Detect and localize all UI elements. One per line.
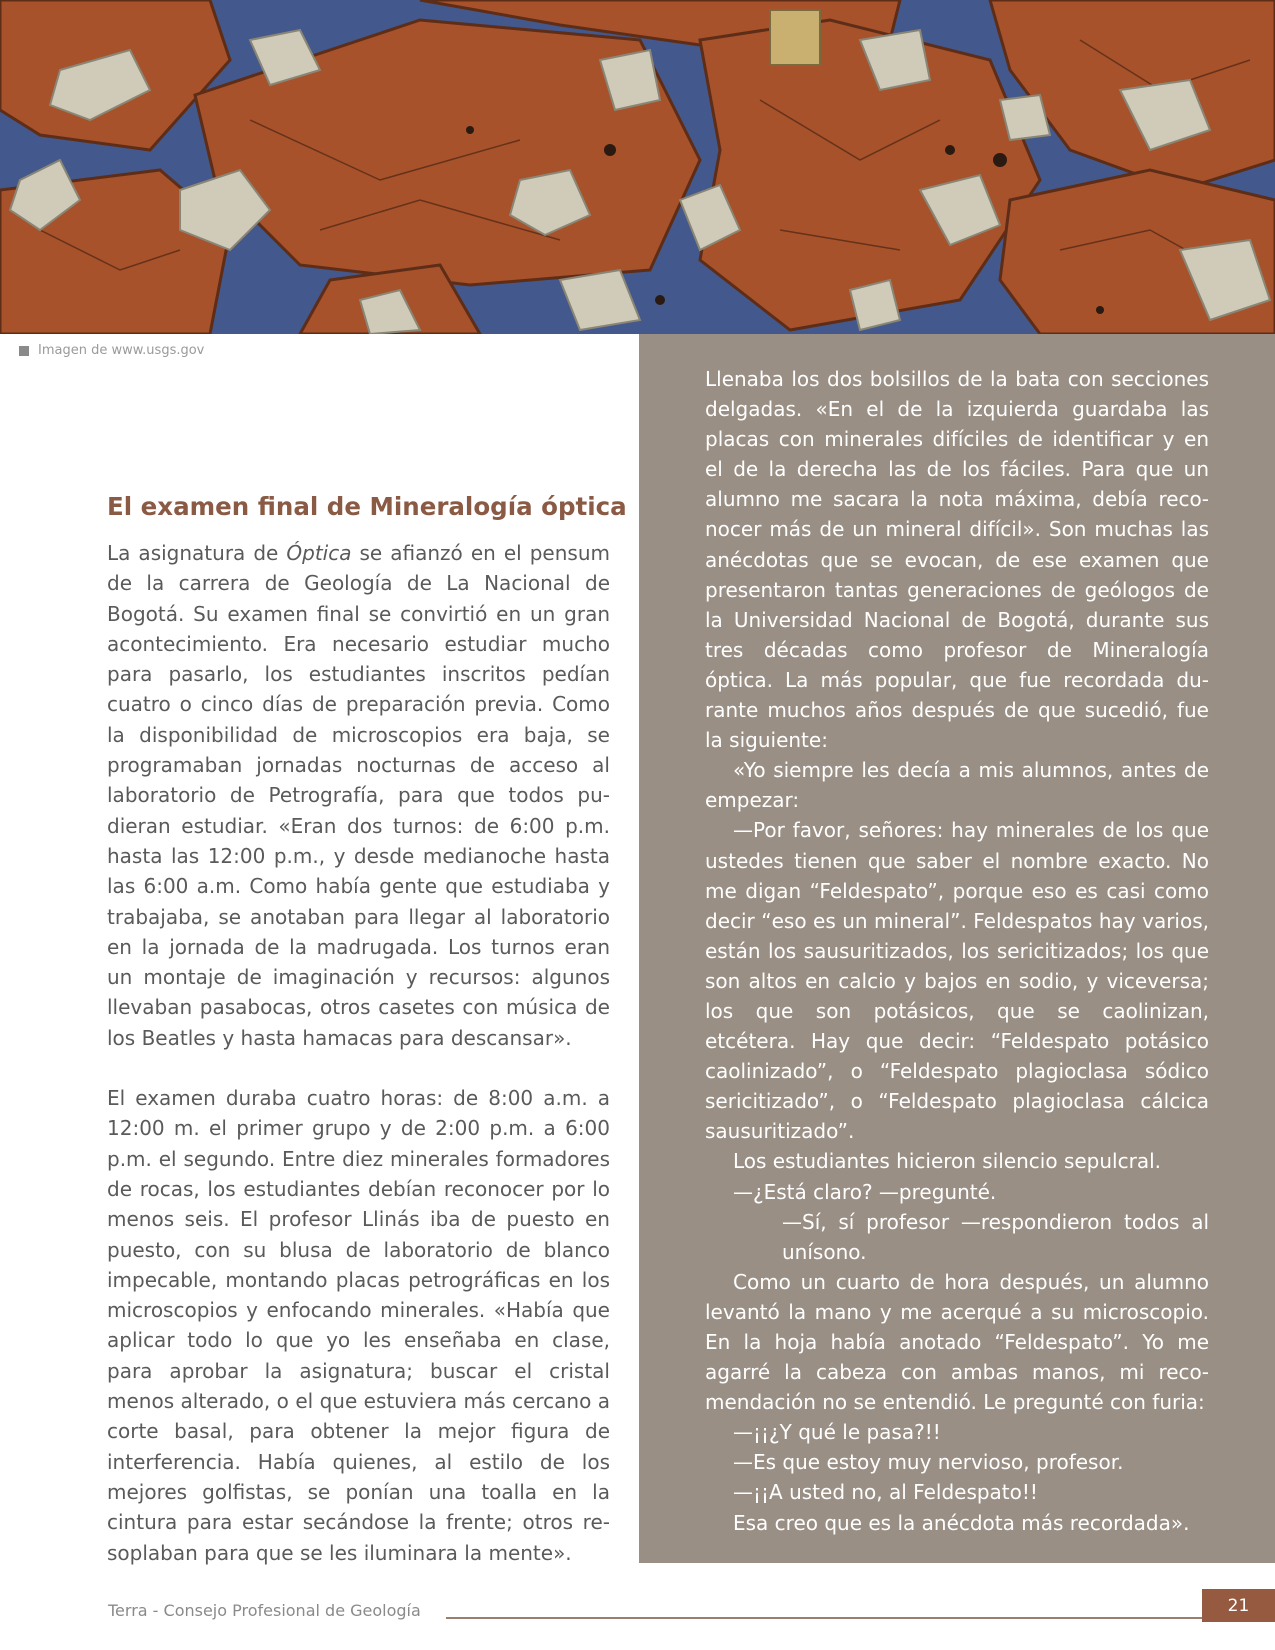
sidebar-paragraph: —Es que estoy muy nervioso, profesor. (733, 1450, 1124, 1475)
footer-publication: Terra - Consejo Profesional de Geología (108, 1601, 421, 1620)
italic-course-name: Óptica (286, 541, 352, 565)
footer-rule (446, 1617, 1202, 1619)
sidebar-paragraph: —¿Está claro? —pregunté. (733, 1179, 997, 1204)
article-column (107, 490, 627, 1568)
page-number: 21 (1202, 1589, 1275, 1622)
sidebar-paragraph: —Por favor, señores: hay minerales de los que ustedes tienen que saber el nombre exacto. No me digan “Feldespato”, porque eso es casi como decir “eso es un mineral”. Feldespatos hay varios, están los sausuritizados, los sericitizados; los que son altos en calcio y bajos en sodio, y viceversa; los que son potásicos, que se caolinizan, etcétera. Hay que decir: “Feldespato potásico caolinizado”, o “Feldespato plagioclasa sódico sericitizado”, o “Feldespato plagioclasa cálcica sausuritizado”. (705, 818, 1209, 1144)
header-photo-thin-section (0, 0, 1275, 334)
sidebar-text (705, 364, 1209, 1538)
caption-square-icon (19, 346, 29, 356)
paragraph-text: La asignatura de (107, 541, 287, 565)
image-caption (19, 343, 204, 358)
article-paragraph-2: El examen duraba cuatro horas: de 8:00 a.m. a 12:00 m. el primer grupo y de 2:00 p.m. a 6:00 p.m. el segundo. Entre diez minerales formadores de rocas, los estudiantes debían reconocer por lo menos seis. El profesor Llinás iba de puesto en puesto, con su blusa de laboratorio de blanco impecable, montando placas petrográficas en los microscopios y enfocando minerales. «Había que aplicar todo lo que yo les enseñaba en clase, para aprobar la asignatura; buscar el cristal menos alterado, o el que estuviera más cercano a corte basal, para obtener la mejor figura de interferencia. Había quienes, al estilo de los mejores golfistas, se ponían una toalla en la cintura para estar secándose la frente; otros resoplaban para que se les iluminara la mente». (107, 1086, 610, 1565)
sidebar-paragraph: —Sí, sí profesor —respondieron todos al unísono. (782, 1209, 1209, 1264)
sidebar-paragraph: Los estudiantes hicieron silencio sepulcral. (733, 1149, 1161, 1174)
caption-text: Imagen de www.usgs.gov (38, 343, 205, 358)
sidebar-paragraph: «Yo siempre les decía a mis alumnos, antes de empezar: (705, 758, 1209, 813)
sidebar-paragraph: Esa creo que es la anécdota más recordada». (733, 1510, 1190, 1535)
sidebar-paragraph: Como un cuarto de hora después, un alumno levantó la mano y me acerqué a su microscopio. En la hoja había anotado “Feldespato”. Yo me agarré la cabeza con ambas manos, mi recomendación no se entendió. Le pregunté con furia: (705, 1269, 1209, 1415)
article-paragraph-1 (107, 538, 610, 1053)
article-heading: El examen final de Mineralogía óptica (107, 492, 627, 521)
paragraph-text: se afianzó en el pensum de la carrera de Geología de La Nacional de Bogotá. Su examen final se convirtió en un gran acontecimiento. Era necesario estudiar mucho para pasarlo, los estudiantes inscritos pedían cuatro o cinco días de preparación previa. Como la disponibilidad de microscopios era baja, se programaban jornadas nocturnas de acceso al laboratorio de Petrografía, para que todos pudieran estudiar. «Eran dos turnos: de 6:00 p.m. hasta las 12:00 p.m., y desde medianoche hasta las 6:00 a.m. Como había gente que estudiaba y trabajaba, se anotaban para llegar al laboratorio en la jornada de la madrugada. Los turnos eran un montaje de imaginación y recursos: algunos llevaban pasabocas, otros casetes con música de los Beatles y hasta hamacas para descansar». (107, 541, 610, 1050)
sidebar-paragraph: Llenaba los dos bolsillos de la bata con secciones delgadas. «En el de la izquierda guardaba las placas con minerales difíciles de identificar y en el de la derecha las de los fáciles. Para que un alumno me sacara la nota máxima, debía reconocer más de un mineral difícil». Son muchas las anécdotas que se evocan, de ese examen que presentaron tantas generaciones de geólogos de la Universidad Nacional de Bogotá, durante sus tres décadas como profesor de Mineralogía óptica. La más popular, que fue recordada durante muchos años después de que sucedió, fue la siguiente: (705, 367, 1209, 753)
sidebar-paragraph: —¡¡A usted no, al Feldespato!! (733, 1480, 1038, 1505)
sidebar-paragraph: —¡¡¿Y qué le pasa?!! (733, 1420, 941, 1445)
